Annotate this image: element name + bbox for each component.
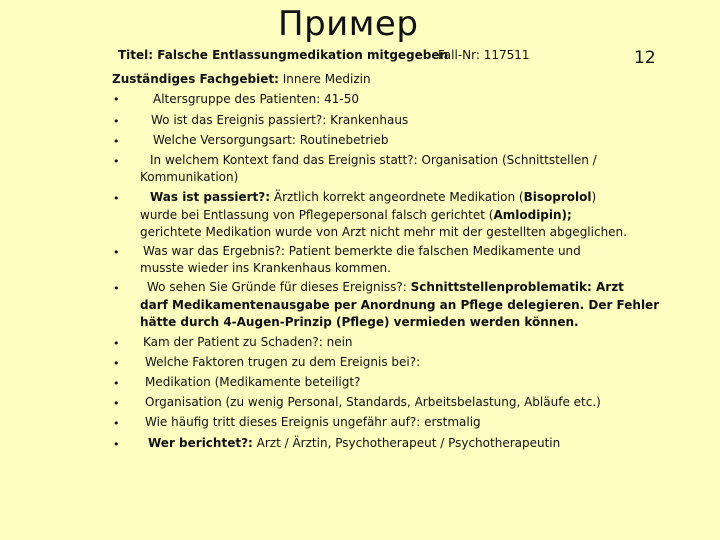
case-number: Fall-Nr: 117511 (438, 48, 530, 62)
item-factors: Welche Faktoren trugen zu dem Ereignis bei?: (145, 355, 421, 369)
item-frequency: Wie häufig tritt dieses Ereignis ungefähr auf?: erstmalig (145, 415, 481, 429)
item-harm: Kam der Patient zu Schaden?: nein (143, 335, 353, 349)
page-number: 12 (634, 48, 656, 68)
item-context-line2: Kommunikation) (140, 170, 239, 184)
reasons-label: Wo sehen Sie Gründe für dieses Ereigniss?: (147, 280, 411, 294)
item-reasons-line3: hätte durch 4-Augen-Prinzip (Pflege) vermieden werden können. (140, 315, 579, 329)
item-age-group: Altersgruppe des Patienten: 41-50 (153, 92, 359, 106)
bullet: • (113, 135, 120, 148)
specialty-value: Innere Medizin (278, 72, 371, 86)
item-result-line1: Was war das Ergebnis?: Patient bemerkte die falschen Medikamente und (143, 244, 581, 258)
reasons-bold: Schnittstellenproblematik: Arzt (410, 280, 624, 294)
item-care-type: Welche Versorgungsart: Routinebetrieb (153, 133, 389, 147)
item-organisation: Organisation (zu wenig Personal, Standards, Arbeitsbelastung, Abläufe etc.) (145, 395, 601, 409)
what-happened-text: Ärztlich korrekt angeordnete Medikation ( (270, 190, 524, 204)
bullet: • (113, 417, 120, 430)
case-title: Titel: Falsche Entlassungmedikation mitgegeben (118, 48, 449, 62)
bullet: • (113, 246, 120, 259)
item-what-happened-line3: gerichtete Medikation wurde von Arzt nicht mehr mit der gestellten abgeglichen. (140, 225, 627, 239)
what-happened-paren: ) (591, 190, 597, 204)
bullet: • (113, 357, 120, 370)
reporter-value: Arzt / Ärztin, Psychotherapeut / Psychotherapeutin (252, 436, 561, 450)
drug-amlodipin: Amlodipin); (493, 208, 572, 222)
item-reasons-line2: darf Medikamentenausgabe per Anordnung an Pflege delegieren. Der Fehler (140, 298, 660, 312)
bullet: • (113, 397, 120, 410)
item-what-happened-line2 (140, 207, 572, 224)
item-medication: Medikation (Medikamente beteiligt? (145, 375, 361, 389)
slide-title: Пример (278, 4, 419, 44)
item-context-line1: In welchem Kontext fand das Ereignis statt?: Organisation (Schnittstellen / (150, 153, 597, 167)
bullet: • (113, 377, 120, 390)
bullet: • (113, 282, 120, 295)
bullet: • (113, 115, 120, 128)
specialty-line (112, 71, 371, 88)
bullet: • (113, 155, 120, 168)
reporter-label: Wer berichtet?: (148, 436, 253, 450)
specialty-label: Zuständiges Fachgebiet: (112, 72, 279, 86)
what-happened-text2: wurde bei Entlassung von Pflegepersonal falsch gerichtet ( (140, 208, 494, 222)
bullet: • (113, 337, 120, 350)
bullet: • (113, 438, 120, 451)
item-what-happened-line1 (150, 189, 596, 206)
item-result-line2: musste wieder ins Krankenhaus kommen. (140, 261, 391, 275)
drug-bisoprolol: Bisoprolol (523, 190, 592, 204)
item-reasons-line1 (147, 279, 624, 296)
item-location: Wo ist das Ereignis passiert?: Krankenhaus (151, 113, 409, 127)
bullet: • (113, 93, 120, 106)
bullet: • (113, 192, 120, 205)
what-happened-label: Was ist passiert?: (150, 190, 271, 204)
item-reporter (148, 435, 560, 452)
